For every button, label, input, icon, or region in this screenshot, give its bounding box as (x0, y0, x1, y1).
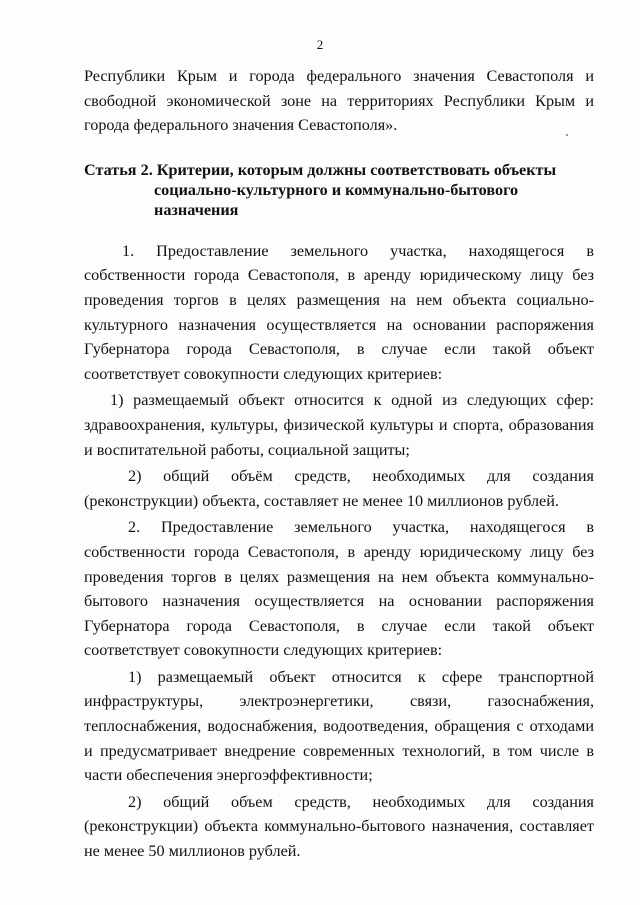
article-heading (84, 160, 594, 220)
scan-speck (566, 134, 568, 136)
section1-paragraph: 1. Предоставление земельного участка, находящегося в собственности города Севастополя, в аренду юридическому лицу без проведения торгов в целях размещения на нем объекта социально-культурного назначения осуществляется на основании распоряжения Губернатора города Севастополя, в случае если такой объект соответствует совокупности следующих критериев: (84, 241, 594, 383)
section2-paragraph: 2. Предоставление земельного участка, находящегося в собственности города Севастополя, в аренду юридическому лицу без проведения торгов в целях размещения на нем объекта коммунально-бытового назначения осуществляется на основании распоряжения Губернатора города Севастополя, в случае если такой объект соответствует совокупности следующих критериев: (84, 518, 594, 660)
document-body (84, 64, 594, 864)
section2-criterion1: 1) размещаемый объект относится к сфере транспортной инфраструктуры, электроэнергетики, связи, газоснабжения, теплоснабжения, водоснабжения, водоотведения, обращения с отходами и предусматривает внедрение современных технологий, в том числе в части обеспечения энергоэффективности; (84, 667, 594, 785)
page-number: 2 (316, 37, 324, 52)
article-heading-line2: социально-культурного и коммунально-бытового назначения (154, 180, 519, 219)
article-heading-line1: Статья 2. Критерии, которым должны соответствовать объекты (84, 160, 557, 179)
intro-paragraph: Республики Крым и города федерального значения Севастополя и свободной экономической зоне на территориях Республики Крым и города федерального значения Севастополя». (84, 67, 594, 135)
section1-criterion1: 1) размещаемый объект относится к одной из следующих сфер: здравоохранения, культуры, физической культуры и спорта, образования и воспитательной работы, социальной защиты; (84, 391, 594, 459)
section2-criterion2: 2) общий объем средств, необходимых для создания (реконструкции) объекта коммунально-бытового назначения, составляет не менее 50 миллионов рублей. (84, 792, 594, 861)
section1-criterion2: 2) общий объём средств, необходимых для создания (реконструкции) объекта, составляет не менее 10 миллионов рублей. (84, 467, 594, 510)
